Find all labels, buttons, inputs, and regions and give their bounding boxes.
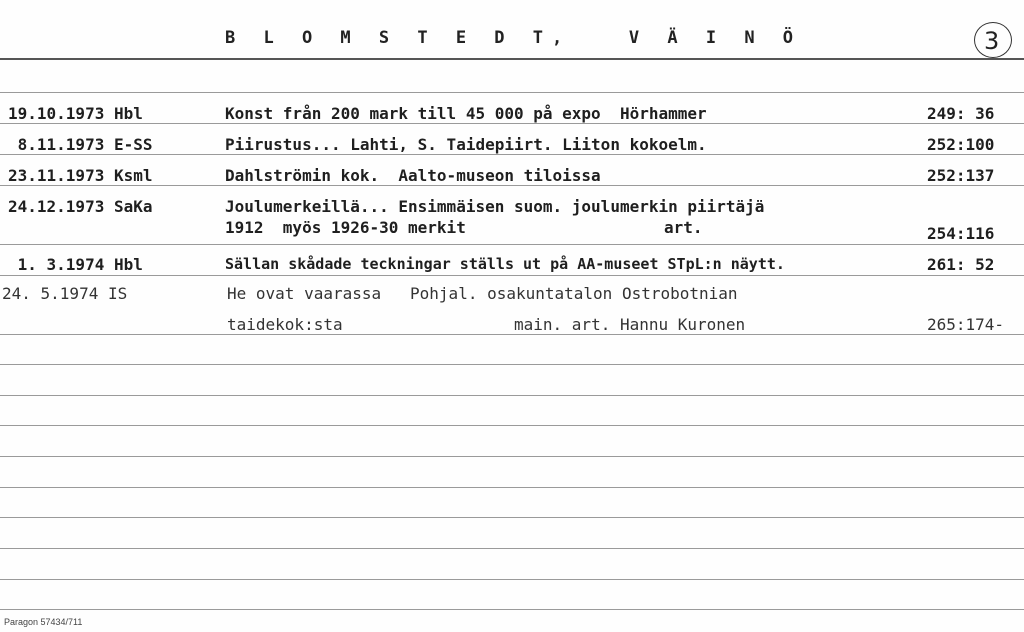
entry-ref: 252:137 [927,166,995,185]
entry-ref: 265:174- [927,315,1005,334]
ruled-line [0,92,1024,93]
ruled-line [0,425,1024,426]
entry-date: 19.10.1973 Hbl [8,104,143,123]
entry-text: Konst från 200 mark till 45 000 på expo Hörhammer [225,104,707,123]
entry-text-line2: taidekok:sta [227,315,343,334]
ruled-line [0,154,1024,155]
entry-date: 1. 3.1974 Hbl [8,255,143,274]
entry-text: Sällan skådade teckningar ställs ut på AA-museet STpL:n näytt. [225,255,785,273]
card-number: 3 [984,27,1000,55]
ruled-line [0,364,1024,365]
entry-ref: 254:116 [927,224,995,243]
ruled-line [0,275,1024,276]
ruled-line [0,123,1024,124]
ruled-line [0,548,1024,549]
entry-text: Dahlströmin kok. Aalto-museon tiloissa [225,166,601,185]
entry-date: 24.12.1973 SaKa [8,197,153,216]
ruled-line [0,185,1024,186]
entry-text: Joulumerkeillä... Ensimmäisen suom. joulumerkin piirtäjä [225,197,765,216]
ruled-line [0,487,1024,488]
header-rule [0,58,1024,60]
entry-date: 8.11.1973 E-SS [8,135,153,154]
entry-text-line2-right: art. [664,218,703,237]
ruled-line [0,244,1024,245]
entry-date: 24. 5.1974 IS [2,284,128,303]
entry-ref: 252:100 [927,135,995,154]
entry-text-line2-right: main. art. Hannu Kuronen [514,315,746,334]
entry-text: Piirustus... Lahti, S. Taidepiirt. Liiton kokoelm. [225,135,707,154]
entry-text: He ovat vaarassa Pohjal. osakuntatalon Ostrobotnian [227,284,738,303]
ruled-line [0,456,1024,457]
ruled-line [0,517,1024,518]
card-number-circle [974,22,1012,58]
entry-ref: 249: 36 [927,104,995,123]
ruled-line [0,395,1024,396]
ruled-line [0,579,1024,580]
card-footer: Paragon 57434/711 [4,617,83,627]
ruled-line [0,334,1024,335]
entry-date: 23.11.1973 Ksml [8,166,153,185]
card-heading: B L O M S T E D T, V Ä I N Ö [225,28,803,48]
entry-ref: 261: 52 [927,255,995,274]
entry-text-line2: 1912 myös 1926-30 merkit [225,218,466,237]
ruled-line [0,609,1024,610]
